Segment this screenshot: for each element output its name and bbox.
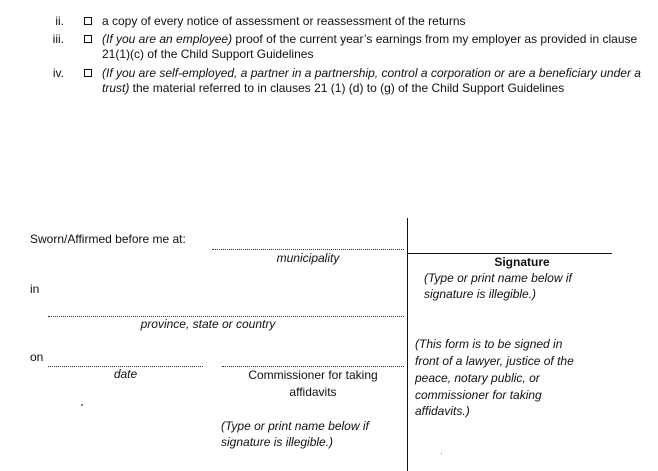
signature-line[interactable]: [408, 253, 612, 254]
instruction-line: (This form is to be signed in: [415, 337, 563, 351]
commissioner-line[interactable]: [222, 366, 404, 367]
instruction-line: front of a lawyer, justice of the: [415, 354, 574, 368]
commissioner-note-line2: signature is illegible.): [221, 435, 334, 449]
instruction-line: commissioner for taking: [415, 388, 542, 402]
signature-note-line1: (Type or print name below if: [424, 271, 572, 285]
item-text-plain: proof of the current year’s earnings from my employer as provided in clause 21(1)(c) of the Child Support Guidelines: [102, 32, 638, 61]
scan-speck: [81, 404, 83, 406]
checkbox[interactable]: [84, 69, 92, 77]
item-text-italic: (If you are an employee): [102, 32, 233, 46]
item-text-italic: (If you are self-employed, a partner in a partnership, control a corporation or are a beneficiary under a trust): [102, 66, 641, 95]
item-text-plain: a copy of every notice of assessment or reassessment of the returns: [102, 14, 466, 28]
item-text: [102, 66, 650, 96]
municipality-caption: municipality: [276, 251, 340, 265]
item-text: [102, 14, 647, 28]
scan-speck: [441, 453, 442, 454]
sworn-label: Sworn/Affirmed before me at:: [30, 232, 186, 246]
commissioner-caption-line2: affidavits: [289, 385, 337, 399]
signature-note-line2: signature is illegible.): [424, 287, 537, 301]
on-label: on: [30, 350, 44, 364]
item-text: [102, 32, 652, 62]
in-label: in: [30, 282, 40, 296]
checkbox[interactable]: [84, 35, 92, 43]
municipality-line[interactable]: [212, 249, 404, 250]
commissioner-note-line1: (Type or print name below if: [221, 419, 369, 433]
item-numeral: ii.: [55, 14, 64, 28]
signature-title: Signature: [494, 255, 550, 269]
instruction-line: peace, notary public, or: [415, 371, 540, 385]
item-numeral: iii.: [52, 32, 64, 46]
commissioner-caption-line1: Commissioner for taking: [248, 368, 378, 382]
province-caption: province, state or country: [140, 317, 276, 331]
date-caption: date: [113, 367, 138, 381]
item-text-plain: the material referred to in clauses 21 (1) (d) to (g) of the Child Support Guidelines: [129, 81, 565, 95]
item-numeral: iv.: [52, 66, 64, 80]
checkbox[interactable]: [84, 17, 92, 25]
instruction-line: affidavits.): [415, 404, 470, 418]
